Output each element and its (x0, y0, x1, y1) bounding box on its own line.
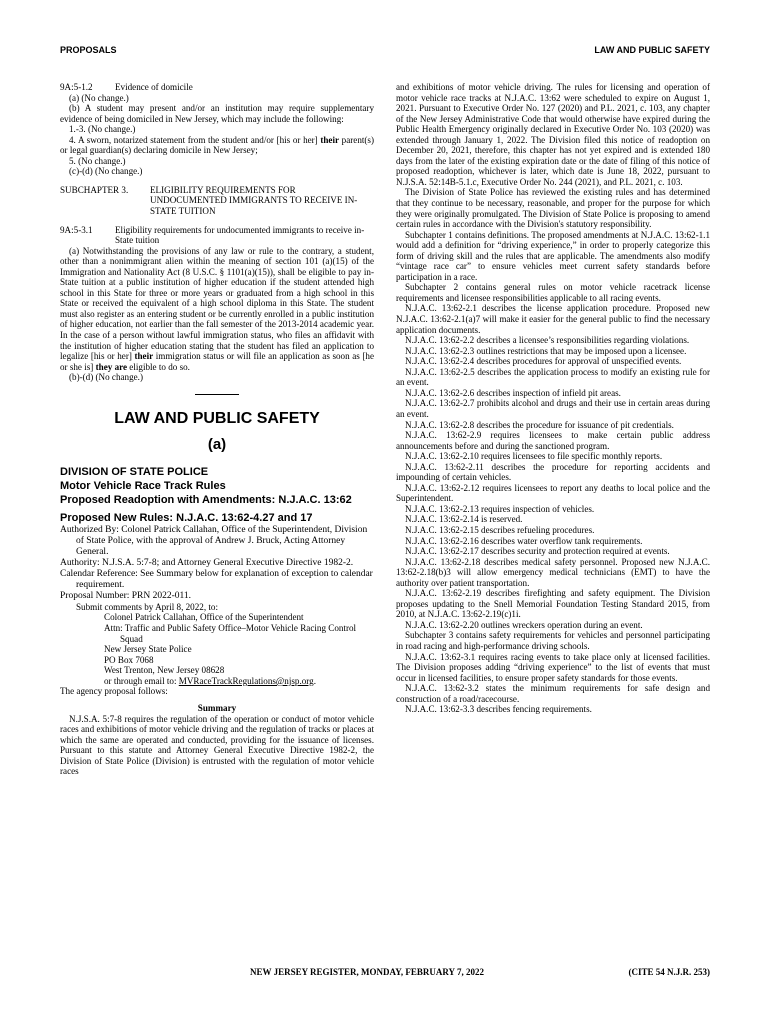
citation: (CITE 54 N.J.R. 253) (628, 967, 710, 977)
paragraph: 5. (No change.) (69, 155, 126, 166)
paragraph: (a) Notwithstanding the provisions of any law or rule to the contrary, a student, other than a nonimmigrant alien within the meaning of section 101 (a)(15) of the Immigration and Nationality Act (8 U.S.C. § 1101(a)(15)), shall be eligible to pay in-State tuition at a public institution of higher education if the student attended high school in this State for three or more years or graduated from a high school in this State or received the equivalent of a high school diploma in this State. The student must also register as an entering student or be currently enrolled in a public institution of higher education, not earlier than the fall semester of the 2013-2014 academic year. In the case of a person without lawful immigration status, who files an affidavit with the institution of higher education stating that the student has filed an application to legalize [his or her] their immigration status or will file an application as soon as [he or she is] they are eligible to do so. (60, 245, 374, 372)
address-line: New Jersey State Police (104, 644, 192, 655)
proposal-number: Proposal Number: PRN 2022-011. (60, 590, 192, 601)
new-rules-heading: Proposed New Rules: N.J.A.C. 13:62-4.27 and 17 (60, 511, 313, 524)
rule-description: N.J.A.C. 13:62-2.20 outlines wreckers operation during an event. (405, 619, 643, 630)
submit-address (60, 612, 374, 686)
rule-description: N.J.A.C. 13:62-2.10 requires licensees to file specific monthly reports. (405, 451, 663, 462)
rule-description: N.J.A.C. 13:62-2.5 describes the application process to modify an existing rule for an event. (396, 366, 710, 388)
rule-description: N.J.A.C. 13:62-2.19 describes firefighting and safety equipment. The Division proposes updating to the Snell Memorial Foundation Testing Standard 2015, from 2010, at N.J.A.C. 13:62-2.19(c)1i. (396, 588, 710, 620)
address-line: West Trenton, New Jersey 08628 (104, 665, 225, 676)
rule-description: N.J.A.C. 13:62-2.14 is reserved. (405, 514, 523, 525)
section-heading-domicile (60, 82, 374, 93)
paragraph: (b)-(d) (No change.) (69, 372, 143, 383)
paragraph: The Division of State Police has reviewed the existing rules and has determined that they continue to be necessary, reasonable, and proper for the purpose for which they were originally promulgated. The Division of State Police is proposing to amend certain rules in accordance with the Division's statutory responsibility. (396, 187, 710, 230)
paragraph: 1.-3. (No change.) (69, 124, 136, 135)
rule-description: N.J.A.C. 13:62-2.16 describes water overflow tank requirements. (405, 535, 643, 546)
subchapter-title: ELIGIBILITY REQUIREMENTS FOR UNDOCUMENTED IMMIGRANTS TO RECEIVE IN-STATE TUITION (150, 184, 358, 217)
running-footer (60, 967, 710, 981)
paragraph: Subchapter 2 contains general rules on motor vehicle racetrack license requirements and licensee responsibilities applicable to all racing events. (396, 282, 710, 303)
rule-description: N.J.A.C. 13:62-2.6 describes inspection of infield pit areas. (405, 387, 621, 398)
notice-letter: (a) (207, 435, 227, 453)
rule-description: N.J.A.C. 13:62-2.2 describes a licensee’s responsibilities regarding violations. (405, 335, 690, 346)
summary-heading: Summary (197, 703, 237, 714)
rule-description: Subchapter 3 contains safety requirements for vehicles and personnel participating in road racing and high-performance driving schools. (396, 630, 710, 651)
rule-description: N.J.A.C. 13:62-2.18 describes medical safety personnel. Proposed new N.J.A.C. 13:62-2.18(b)3 will allow emergency medical technicians (EMT) to have the authority over patient transportation. (396, 556, 710, 588)
right-column (396, 82, 710, 715)
rule-description: N.J.A.C. 13:62-2.9 requires licensees to make certain public address announcements before and during the sanctioned program. (396, 430, 710, 451)
section-number: 9A:5-1.2 (60, 82, 93, 92)
rule-description: N.J.A.C. 13:62-3.3 describes fencing requirements. (405, 704, 592, 715)
address-line: Colonel Patrick Callahan, Office of the Superintendent (104, 612, 304, 623)
rule-description: N.J.A.C. 13:62-2.7 prohibits alcohol and drugs and their use in certain areas during an event. (396, 398, 710, 419)
subchapter-number: SUBCHAPTER 3. (60, 184, 129, 195)
header-agency-label: LAW AND PUBLIC SAFETY (594, 45, 710, 55)
paragraph: (c)-(d) (No change.) (69, 166, 143, 177)
rule-description: N.J.A.C. 13:62-2.13 requires inspection of vehicles. (405, 503, 595, 514)
running-header (60, 45, 710, 59)
authority: Authority: N.J.S.A. 5:7-8; and Attorney General Executive Directive 1982-2. (60, 557, 354, 568)
rule-description: N.J.A.C. 13:62-2.12 requires licensees to report any deaths to local police and the Superintendent. (396, 482, 710, 504)
rule-title: Motor Vehicle Race Track Rules (60, 479, 226, 492)
division-heading: DIVISION OF STATE POLICE (60, 465, 209, 478)
section-title: Eligibility requirements for undocumented immigrants to receive in-State tuition (115, 224, 365, 246)
paragraph: (a) (No change.) (69, 92, 129, 103)
rule-description: N.J.A.C. 13:62-3.2 states the minimum requirements for safe design and construction of a road/racecourse. (396, 683, 710, 704)
section-number: 9A:5-3.1 (60, 224, 93, 235)
rule-description: N.J.A.C. 13:62-2.15 describes refueling procedures. (405, 524, 595, 535)
summary-paragraph: N.J.S.A. 5:7-8 requires the regulation of the operation or conduct of motor vehicle races and exhibitions of motor vehicle driving and the regulation of tracks or places at which the same are operated and conducted, providing for the issuance of licenses. Pursuant to this statute and Attorney General Executive Directive 1982-2, the Division of State Police (Division) is entrusted with the regulation of motor vehicle races (60, 713, 374, 777)
email-link[interactable]: MVRaceTrackRegulations@njsp.org (178, 675, 314, 686)
agency-proposal-follows: The agency proposal follows: (60, 686, 168, 697)
authorized-by: Authorized By: Colonel Patrick Callahan, Office of the Superintendent, Division of State Police, with the approval of Andrew J. Bruck, Acting Attorney General. (60, 524, 368, 557)
rule-description: N.J.A.C. 13:62-2.11 describes the procedure for reporting accidents and impounding of certain vehicles. (396, 461, 710, 483)
register-date: NEW JERSEY REGISTER, MONDAY, FEBRUARY 7, 2022 (250, 967, 484, 977)
rule-description: N.J.A.C. 13:62-2.1 describes the license application procedure. Proposed new N.J.A.C. 13:62-2.1(a)7 will make it easier for the general public to find the necessary application documents. (396, 303, 710, 335)
rule-description: N.J.A.C. 13:62-3.1 requires racing events to take place only at licensed facilities. The Division proposes adding “driving experience” to the list of events that must occur in licensed facilities, to ensure proper safety standards for those events. (396, 651, 710, 683)
paragraph: Subchapter 1 contains definitions. The proposed amendments at N.J.A.C. 13:62-1.1 would add a definition for “driving experience,” in order to properly categorize this form of driving skill and the rules that are applicable. The amendments also modify “vintage race car” to ensure vehicles meet current safety standards before participation in a race. (396, 229, 710, 282)
calendar-reference: Calendar Reference: See Summary below for explanation of exception to calendar requirement. (60, 568, 373, 590)
header-section-label: PROPOSALS (60, 45, 117, 55)
rule-description: N.J.A.C. 13:62-2.4 describes procedures for approval of unspecified events. (405, 356, 682, 367)
subchapter-heading (60, 185, 374, 217)
email-line: or through email to: MVRaceTrackRegulations@njsp.org. (104, 675, 316, 686)
paragraph: 4. A sworn, notarized statement from the student and/or [his or her] their parent(s) or legal guardian(s) declaring domicile in New Jersey; (60, 134, 374, 156)
paragraph: and exhibitions of motor vehicle driving. The rules for licensing and operation of motor vehicle race tracks at N.J.A.C. 13:62 were scheduled to expire on August 1, 2021. Pursuant to Executive Order No. 127 (2020) and P.L. 2021, c. 103, any chapter of the New Jersey Administrative Code that would otherwise have expired during the Public Health Emergency originally declared in Executive Order No. 103 (2020) was extended through January 1, 2022. The Division filed this notice of readoption on December 20, 2021, therefore, this chapter has not yet expired and is extended 180 days from the later of the existing expiration date or the date of filing of this notice of proposed readoption, whichever is later, which date is June 18, 2022, pursuant to N.J.S.A. 52:14B-5.1.c, Executive Order No. 244 (2021), and P.L. 2021, c. 103. (396, 82, 710, 187)
readoption-heading: Proposed Readoption with Amendments: N.J.A.C. 13:62 (60, 493, 352, 506)
address-line: PO Box 7068 (104, 654, 154, 665)
rule-description: N.J.A.C. 13:62-2.3 outlines restrictions that may be imposed upon a licensee. (405, 345, 687, 356)
rule-descriptions (396, 303, 710, 714)
rule-description: N.J.A.C. 13:62-2.8 describes the procedure for issuance of pit credentials. (405, 419, 674, 430)
rule-description: N.J.A.C. 13:62-2.17 describes security and protection required at events. (405, 546, 670, 557)
section-heading-eligibility (60, 225, 374, 246)
address-line: Attn: Traffic and Public Safety Office–Motor Vehicle Racing Control Squad (104, 622, 357, 644)
submit-intro: Submit comments by April 8, 2022, to: (76, 601, 218, 612)
left-column (60, 82, 374, 777)
section-divider (195, 394, 239, 395)
section-title: Evidence of domicile (115, 82, 193, 92)
agency-title: LAW AND PUBLIC SAFETY (114, 409, 320, 427)
paragraph: (b) A student may present and/or an institution may require supplementary evidence of being domiciled in New Jersey, which may include the following: (60, 103, 374, 124)
